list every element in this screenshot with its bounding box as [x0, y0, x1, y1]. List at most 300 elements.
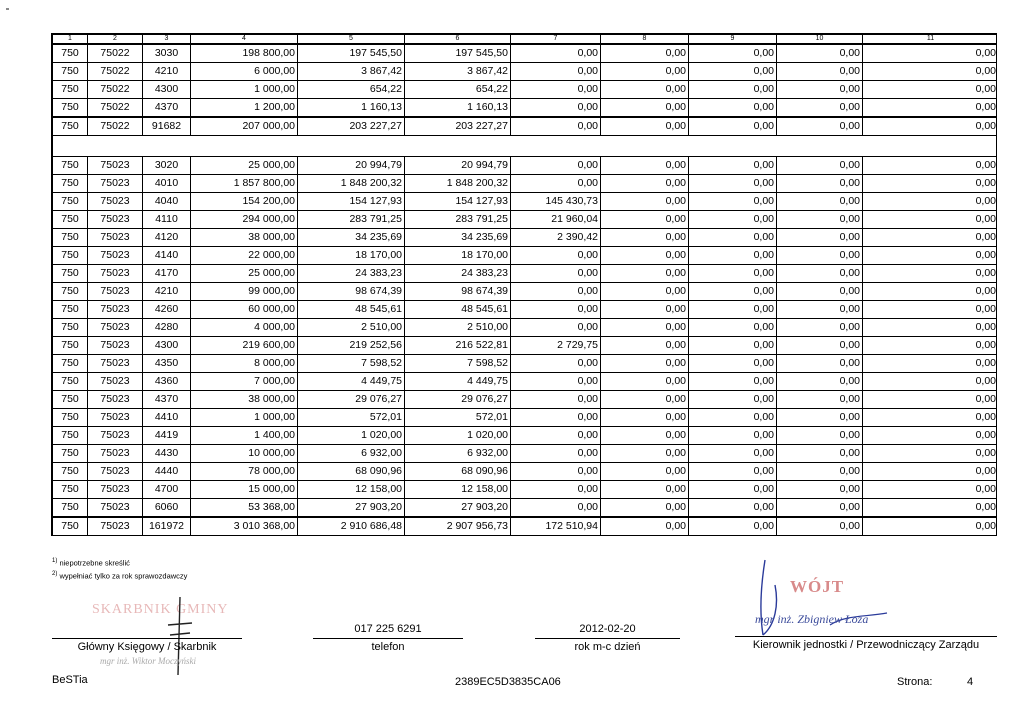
- table-cell: 0,00: [511, 63, 601, 81]
- table-cell: 3 010 368,00: [191, 517, 298, 536]
- table-cell: 750: [53, 211, 88, 229]
- table-row: [53, 463, 998, 481]
- table-cell: 219 252,56: [298, 337, 405, 355]
- table-cell: 0,00: [601, 247, 689, 265]
- table-cell: 75023: [88, 337, 143, 355]
- table-row: [53, 409, 998, 427]
- table-cell: 0,00: [689, 319, 777, 337]
- table-cell: 0,00: [689, 81, 777, 99]
- table-cell: 38 000,00: [191, 229, 298, 247]
- table-cell: 0,00: [511, 175, 601, 193]
- table-cell: 154 127,93: [298, 193, 405, 211]
- spacer-cell: [53, 536, 88, 537]
- table-row: [53, 81, 998, 99]
- table-cell: 654,22: [405, 81, 511, 99]
- table-row: [53, 283, 998, 301]
- table-cell: 750: [53, 499, 88, 518]
- table-cell: 0,00: [863, 391, 998, 409]
- table-cell: 2 390,42: [511, 229, 601, 247]
- table-cell: 750: [53, 99, 88, 118]
- table-cell: 68 090,96: [298, 463, 405, 481]
- table-cell: 1 857 800,00: [191, 175, 298, 193]
- table-cell: 75022: [88, 63, 143, 81]
- spacer-cell: [53, 136, 88, 157]
- table-cell: 0,00: [601, 175, 689, 193]
- table-cell: 91682: [143, 117, 191, 136]
- table-cell: 75023: [88, 211, 143, 229]
- table-cell: 0,00: [777, 445, 863, 463]
- table-cell: 0,00: [511, 481, 601, 499]
- table-cell: 2 729,75: [511, 337, 601, 355]
- table-cell: 0,00: [601, 63, 689, 81]
- table-cell: 0,00: [863, 211, 998, 229]
- table-cell: 0,00: [777, 337, 863, 355]
- spacer-cell: [298, 536, 405, 537]
- table-cell: 1 200,00: [191, 99, 298, 118]
- table-cell: 75023: [88, 265, 143, 283]
- table-cell: 0,00: [511, 319, 601, 337]
- table-cell: 4300: [143, 81, 191, 99]
- table-cell: 75023: [88, 409, 143, 427]
- table-cell: 48 545,61: [405, 301, 511, 319]
- table-cell: 75023: [88, 445, 143, 463]
- page-label: Strona:: [897, 676, 933, 688]
- table-cell: 1 848 200,32: [405, 175, 511, 193]
- table-cell: 60 000,00: [191, 301, 298, 319]
- spacer-cell: [601, 536, 689, 537]
- table-cell: 34 235,69: [405, 229, 511, 247]
- table-cell: 0,00: [689, 157, 777, 175]
- table-cell: 7 598,52: [298, 355, 405, 373]
- table-cell: 0,00: [777, 481, 863, 499]
- table-cell: 0,00: [777, 319, 863, 337]
- column-number-5: 5: [298, 35, 405, 45]
- table-cell: 0,00: [777, 355, 863, 373]
- table-cell: 0,00: [863, 283, 998, 301]
- table-cell: 12 158,00: [405, 481, 511, 499]
- table-cell: 0,00: [511, 117, 601, 136]
- table-cell: 750: [53, 247, 88, 265]
- footnote-1-mark: 1): [52, 558, 58, 564]
- table-cell: 0,00: [689, 409, 777, 427]
- table-row: [53, 117, 998, 136]
- table-cell: 207 000,00: [191, 117, 298, 136]
- head-name-stamp: mgr inż. Zbigniew Łoza: [755, 612, 869, 626]
- head-signature: [735, 555, 895, 645]
- footnote-2: [52, 569, 187, 582]
- table-cell: 0,00: [601, 517, 689, 536]
- table-cell: 75023: [88, 517, 143, 536]
- table-cell: 0,00: [863, 445, 998, 463]
- table-cell: 0,00: [511, 373, 601, 391]
- table-cell: 0,00: [689, 44, 777, 63]
- table-cell: 0,00: [689, 391, 777, 409]
- column-number-8: 8: [601, 35, 689, 45]
- document-code: 2389EC5D3835CA06: [455, 676, 561, 688]
- table-cell: 0,00: [601, 445, 689, 463]
- table-cell: 75023: [88, 319, 143, 337]
- table-cell: 2 907 956,73: [405, 517, 511, 536]
- table-cell: 0,00: [777, 247, 863, 265]
- table-cell: 0,00: [511, 99, 601, 118]
- table-cell: 75023: [88, 355, 143, 373]
- table-cell: 3030: [143, 44, 191, 63]
- table-cell: 75022: [88, 44, 143, 63]
- spacer-cell: [777, 536, 863, 537]
- phone-value: 017 225 6291: [354, 623, 422, 635]
- table-cell: 0,00: [689, 63, 777, 81]
- table-cell: 75023: [88, 283, 143, 301]
- table-cell: 3 867,42: [298, 63, 405, 81]
- table-cell: 654,22: [298, 81, 405, 99]
- phone-label: telefon: [371, 641, 405, 653]
- table-cell: 0,00: [689, 99, 777, 118]
- table-cell: 4370: [143, 391, 191, 409]
- table-cell: 0,00: [511, 427, 601, 445]
- table-cell: 38 000,00: [191, 391, 298, 409]
- table-cell: 0,00: [601, 499, 689, 518]
- table-cell: 4040: [143, 193, 191, 211]
- table-cell: 2 910 686,48: [298, 517, 405, 536]
- table-cell: 53 368,00: [191, 499, 298, 518]
- table-cell: 0,00: [601, 211, 689, 229]
- table-row: [53, 445, 998, 463]
- column-number-1: 1: [53, 35, 88, 45]
- table-cell: 1 848 200,32: [298, 175, 405, 193]
- spacer-cell: [863, 136, 998, 157]
- table-cell: 750: [53, 409, 88, 427]
- table-cell: 18 170,00: [298, 247, 405, 265]
- table-cell: 750: [53, 445, 88, 463]
- table-cell: 4360: [143, 373, 191, 391]
- table-cell: 0,00: [863, 193, 998, 211]
- table-cell: 75022: [88, 99, 143, 118]
- table-cell: 0,00: [601, 301, 689, 319]
- table-cell: 0,00: [601, 319, 689, 337]
- table-cell: 0,00: [777, 301, 863, 319]
- table-cell: 0,00: [511, 499, 601, 518]
- column-number-4: 4: [191, 35, 298, 45]
- table-cell: 0,00: [511, 44, 601, 63]
- spacer-cell: [88, 536, 143, 537]
- table-cell: 0,00: [689, 117, 777, 136]
- table-cell: 0,00: [689, 193, 777, 211]
- table-cell: 4419: [143, 427, 191, 445]
- table-cell: 0,00: [511, 409, 601, 427]
- table-cell: 15 000,00: [191, 481, 298, 499]
- table-cell: 1 400,00: [191, 427, 298, 445]
- table-cell: 1 020,00: [405, 427, 511, 445]
- table-row: [53, 175, 998, 193]
- table-cell: 0,00: [777, 409, 863, 427]
- table-cell: 0,00: [511, 247, 601, 265]
- table-cell: 145 430,73: [511, 193, 601, 211]
- table-cell: 48 545,61: [298, 301, 405, 319]
- table-cell: 4 000,00: [191, 319, 298, 337]
- table-cell: 0,00: [601, 373, 689, 391]
- table-row: [53, 355, 998, 373]
- table-cell: 4430: [143, 445, 191, 463]
- footnotes: [52, 556, 187, 581]
- table-cell: 0,00: [689, 445, 777, 463]
- table-cell: 6 000,00: [191, 63, 298, 81]
- table-cell: 197 545,50: [298, 44, 405, 63]
- table-cell: 4010: [143, 175, 191, 193]
- spacer-row: [53, 536, 998, 537]
- accountant-name-stamp: mgr inż. Wiktor Moczyński: [100, 656, 196, 666]
- table-cell: 0,00: [863, 301, 998, 319]
- table-cell: 0,00: [601, 283, 689, 301]
- table-cell: 0,00: [777, 81, 863, 99]
- table-row: [53, 373, 998, 391]
- table-cell: 750: [53, 481, 88, 499]
- table-cell: 0,00: [511, 355, 601, 373]
- table-cell: 75022: [88, 117, 143, 136]
- table-row: [53, 63, 998, 81]
- table-cell: 2 510,00: [298, 319, 405, 337]
- column-number-3: 3: [143, 35, 191, 45]
- footnote-2-mark: 2): [52, 570, 58, 577]
- table-cell: 0,00: [511, 301, 601, 319]
- spacer-cell: [143, 536, 191, 537]
- table-cell: 4260: [143, 301, 191, 319]
- table-cell: 0,00: [863, 337, 998, 355]
- table-cell: 750: [53, 283, 88, 301]
- table-cell: 283 791,25: [298, 211, 405, 229]
- table-cell: 4140: [143, 247, 191, 265]
- table-cell: 75023: [88, 391, 143, 409]
- table-cell: 0,00: [863, 463, 998, 481]
- footnote-2-text: wypełniać tylko za rok sprawozdawczy: [59, 571, 188, 580]
- table-cell: 750: [53, 175, 88, 193]
- table-cell: 4700: [143, 481, 191, 499]
- table-cell: 0,00: [689, 229, 777, 247]
- table-cell: 0,00: [689, 481, 777, 499]
- table-row: [53, 427, 998, 445]
- table-cell: 0,00: [689, 355, 777, 373]
- accountant-label: Główny Księgowy / Skarbnik: [77, 641, 217, 653]
- table-row: [53, 391, 998, 409]
- table-cell: 0,00: [777, 391, 863, 409]
- table-cell: 75023: [88, 229, 143, 247]
- table-cell: 10 000,00: [191, 445, 298, 463]
- table-row: [53, 44, 998, 63]
- table-cell: 75023: [88, 499, 143, 518]
- table-cell: 0,00: [863, 427, 998, 445]
- table-cell: 0,00: [777, 117, 863, 136]
- table-cell: 4 449,75: [405, 373, 511, 391]
- table-cell: 0,00: [689, 247, 777, 265]
- table-cell: 4110: [143, 211, 191, 229]
- table-cell: 750: [53, 44, 88, 63]
- table-cell: 75023: [88, 247, 143, 265]
- column-number-11: 11: [863, 35, 998, 45]
- date-label: rok m-c dzień: [574, 641, 641, 653]
- table-cell: 27 903,20: [298, 499, 405, 518]
- table-cell: 750: [53, 229, 88, 247]
- table-cell: 283 791,25: [405, 211, 511, 229]
- table-cell: 0,00: [601, 409, 689, 427]
- table-cell: 27 903,20: [405, 499, 511, 518]
- table-cell: 572,01: [405, 409, 511, 427]
- table-cell: 0,00: [511, 283, 601, 301]
- table-cell: 25 000,00: [191, 265, 298, 283]
- spacer-cell: [191, 536, 298, 537]
- report-grid: [52, 34, 997, 536]
- table-cell: 0,00: [601, 427, 689, 445]
- scan-artifact: [6, 8, 9, 10]
- table-cell: 572,01: [298, 409, 405, 427]
- date-line: [535, 638, 680, 639]
- table-cell: 24 383,23: [298, 265, 405, 283]
- table-cell: 75023: [88, 481, 143, 499]
- table-cell: 0,00: [777, 499, 863, 518]
- table-cell: 750: [53, 81, 88, 99]
- table-cell: 21 960,04: [511, 211, 601, 229]
- column-number-6: 6: [405, 35, 511, 45]
- table-cell: 203 227,27: [298, 117, 405, 136]
- table-row: [53, 301, 998, 319]
- table-cell: 0,00: [601, 117, 689, 136]
- spacer-cell: [689, 136, 777, 157]
- table-cell: 7 598,52: [405, 355, 511, 373]
- table-cell: 750: [53, 517, 88, 536]
- table-cell: 750: [53, 355, 88, 373]
- table-cell: 0,00: [863, 355, 998, 373]
- date-value: 2012-02-20: [579, 623, 636, 635]
- table-cell: 0,00: [863, 229, 998, 247]
- table-cell: 75023: [88, 463, 143, 481]
- table-cell: 0,00: [601, 229, 689, 247]
- table-cell: 20 994,79: [405, 157, 511, 175]
- table-cell: 1 020,00: [298, 427, 405, 445]
- table-cell: 99 000,00: [191, 283, 298, 301]
- column-number-10: 10: [777, 35, 863, 45]
- table-cell: 0,00: [863, 81, 998, 99]
- table-cell: 20 994,79: [298, 157, 405, 175]
- table-row: [53, 265, 998, 283]
- table-row: [53, 319, 998, 337]
- table-cell: 0,00: [777, 283, 863, 301]
- table-cell: 18 170,00: [405, 247, 511, 265]
- table-cell: 0,00: [601, 337, 689, 355]
- head-signature-line: [735, 636, 997, 637]
- spacer-cell: [405, 536, 511, 537]
- table-cell: 1 000,00: [191, 81, 298, 99]
- table-cell: 98 674,39: [298, 283, 405, 301]
- table-cell: 0,00: [601, 355, 689, 373]
- table-cell: 0,00: [777, 211, 863, 229]
- table-cell: 75022: [88, 81, 143, 99]
- spacer-cell: [601, 136, 689, 157]
- table-cell: 750: [53, 117, 88, 136]
- table-cell: 0,00: [777, 517, 863, 536]
- table-cell: 219 600,00: [191, 337, 298, 355]
- table-cell: 0,00: [511, 265, 601, 283]
- table-cell: 0,00: [511, 445, 601, 463]
- spacer-cell: [298, 136, 405, 157]
- header-row: [53, 35, 998, 45]
- table-cell: 0,00: [863, 373, 998, 391]
- table-cell: 750: [53, 427, 88, 445]
- table-cell: 750: [53, 265, 88, 283]
- footnote-1: [52, 556, 187, 569]
- table-cell: 75023: [88, 373, 143, 391]
- accountant-signature-line: [52, 638, 242, 639]
- table-cell: 750: [53, 319, 88, 337]
- table-cell: 0,00: [863, 117, 998, 136]
- table-cell: 0,00: [511, 81, 601, 99]
- table-cell: 750: [53, 337, 88, 355]
- column-number-2: 2: [88, 35, 143, 45]
- table-cell: 750: [53, 301, 88, 319]
- table-cell: 0,00: [777, 44, 863, 63]
- table-cell: 4 449,75: [298, 373, 405, 391]
- table-cell: 0,00: [511, 157, 601, 175]
- table-cell: 22 000,00: [191, 247, 298, 265]
- table-cell: 750: [53, 463, 88, 481]
- table-cell: 75023: [88, 175, 143, 193]
- spacer-cell: [689, 536, 777, 537]
- table-cell: 0,00: [689, 499, 777, 518]
- head-label: Kierownik jednostki / Przewodniczący Zarządu: [752, 639, 980, 651]
- table-row: [53, 499, 998, 518]
- spacer-cell: [777, 136, 863, 157]
- accountant-stamp: SKARBNIK GMINY: [92, 602, 229, 617]
- table-cell: 75023: [88, 301, 143, 319]
- table-cell: 0,00: [863, 99, 998, 118]
- table-cell: 7 000,00: [191, 373, 298, 391]
- table-cell: 0,00: [777, 427, 863, 445]
- table-cell: 0,00: [689, 463, 777, 481]
- table-cell: 0,00: [863, 481, 998, 499]
- table-cell: 0,00: [689, 427, 777, 445]
- table-cell: 1 160,13: [298, 99, 405, 118]
- table-cell: 0,00: [863, 175, 998, 193]
- table-cell: 0,00: [863, 44, 998, 63]
- table-cell: 0,00: [863, 63, 998, 81]
- table-cell: 0,00: [601, 265, 689, 283]
- table-cell: 172 510,94: [511, 517, 601, 536]
- table-cell: 3 867,42: [405, 63, 511, 81]
- table-cell: 0,00: [777, 229, 863, 247]
- table-cell: 0,00: [601, 481, 689, 499]
- table-cell: 0,00: [689, 211, 777, 229]
- table-cell: 750: [53, 391, 88, 409]
- table-row: [53, 247, 998, 265]
- table-cell: 0,00: [689, 265, 777, 283]
- table-cell: 0,00: [511, 463, 601, 481]
- table-cell: 161972: [143, 517, 191, 536]
- table-cell: 4440: [143, 463, 191, 481]
- table-cell: 24 383,23: [405, 265, 511, 283]
- spacer-cell: [191, 136, 298, 157]
- table-cell: 0,00: [777, 265, 863, 283]
- table-cell: 4280: [143, 319, 191, 337]
- table-cell: 0,00: [863, 499, 998, 518]
- table-cell: 750: [53, 157, 88, 175]
- table-cell: 75023: [88, 427, 143, 445]
- table-row: [53, 337, 998, 355]
- table-cell: 0,00: [863, 409, 998, 427]
- table-cell: 2 510,00: [405, 319, 511, 337]
- table-cell: 0,00: [777, 463, 863, 481]
- table-cell: 0,00: [777, 157, 863, 175]
- table-cell: 750: [53, 193, 88, 211]
- table-cell: 1 000,00: [191, 409, 298, 427]
- spacer-row: [53, 136, 998, 157]
- table-cell: 0,00: [689, 517, 777, 536]
